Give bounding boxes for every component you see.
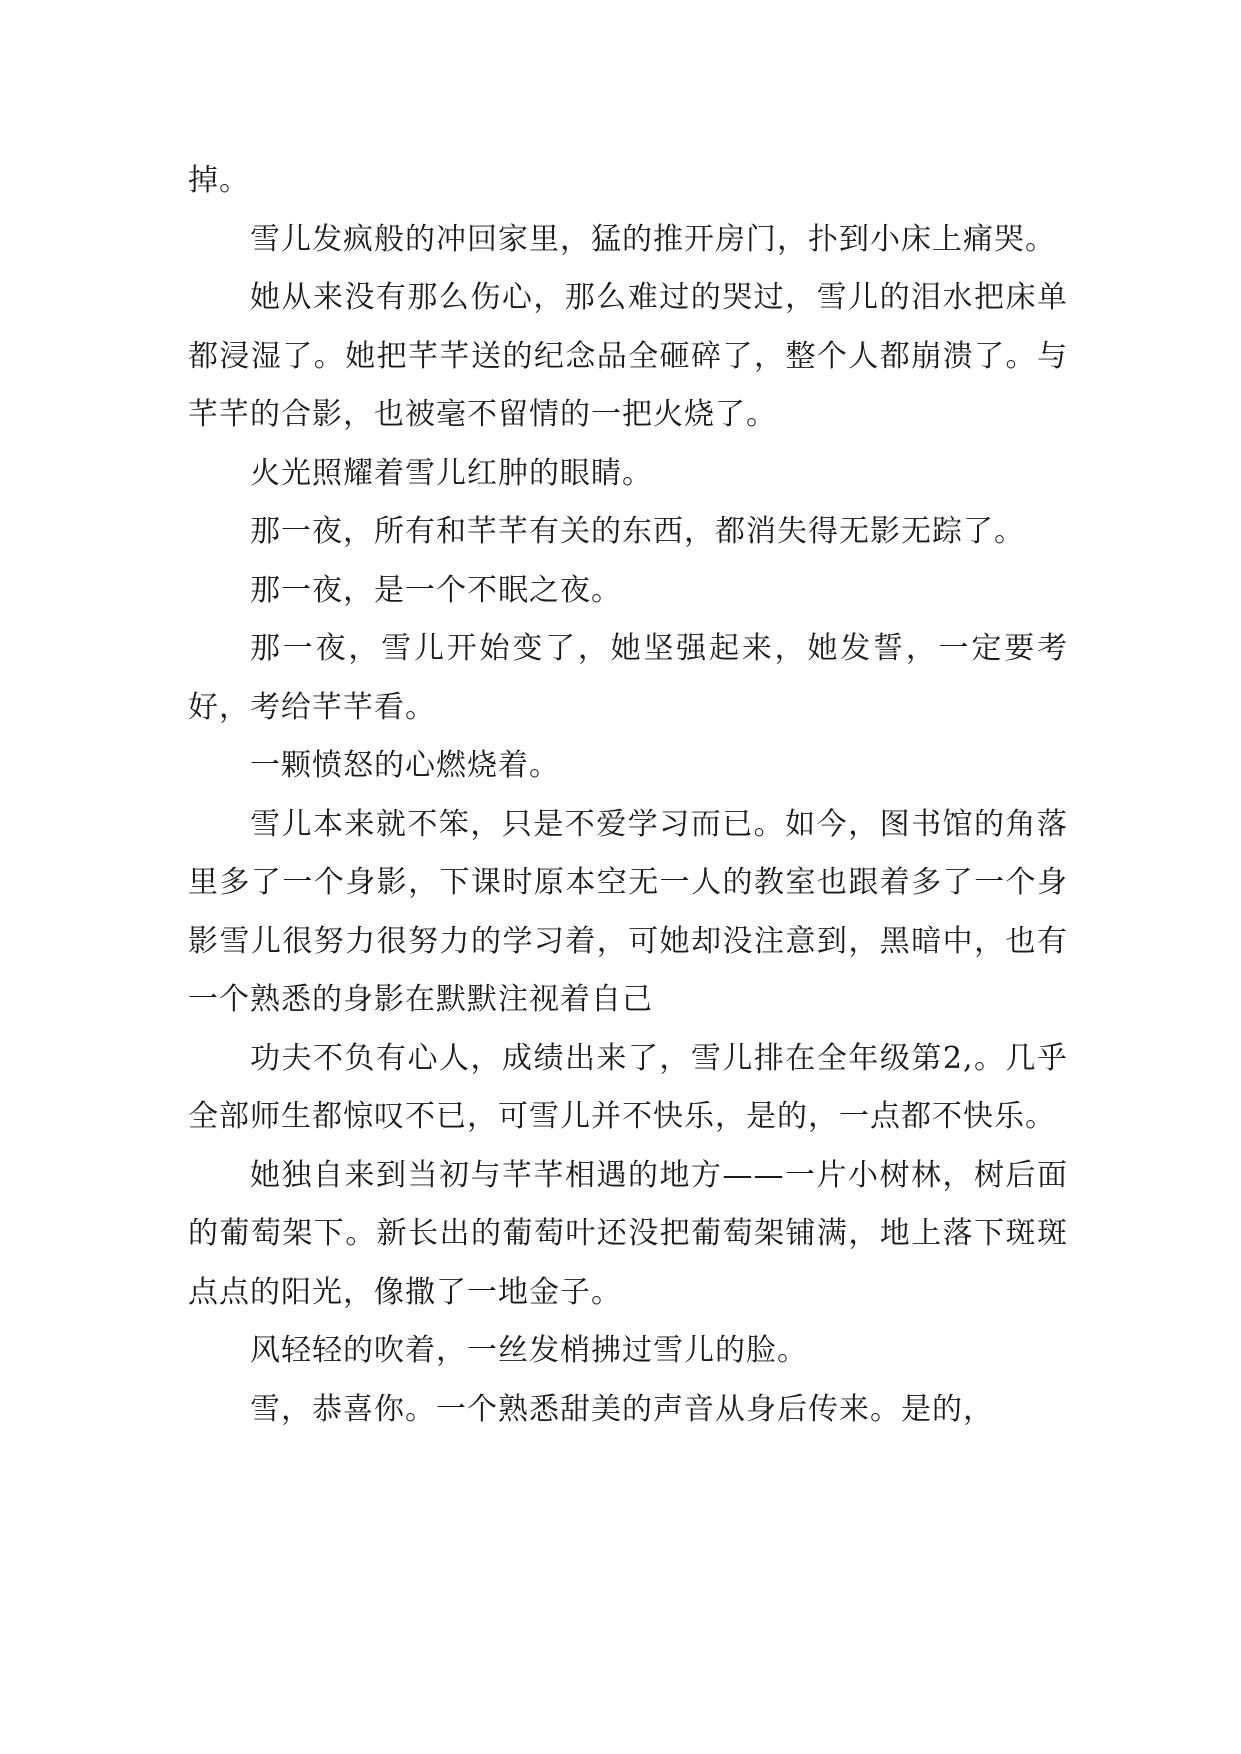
paragraph: 那一夜，所有和芊芊有关的东西，都消失得无影无踪了。	[250, 514, 1025, 549]
paragraph: 那一夜，雪儿开始变了，她坚强起来，她发誓，一定要考好，考给芊芊看。	[188, 631, 1068, 725]
paragraph: 火光照耀着雪儿红肿的眼睛。	[250, 455, 653, 491]
paragraph: 她独自来到当初与芊芊相遇的地方——一片小树林，树后面的葡萄架下。新长出的葡萄叶还没把葡萄架铺满，地上落下斑斑点点的阳光，像撒了一地金子。	[188, 1157, 1068, 1310]
paragraph: 雪，恭喜你。一个熟悉甜美的声音从身后传来。是的，	[250, 1391, 994, 1427]
paragraph: 雪儿发疯般的冲回家里，猛的推开房门，扑到小床上痛哭。	[250, 221, 1056, 257]
document-body	[188, 152, 1068, 1439]
paragraph: 功夫不负有心人，成绩出来了，雪儿排在全年级第2,。几乎全部师生都惊叹不已，可雪儿并不快乐，是的，一点都不快乐。	[188, 1040, 1068, 1134]
paragraph: 她从来没有那么伤心，那么难过的哭过，雪儿的泪水把床单都浸湿了。她把芊芊送的纪念品全砸碎了，整个人都崩溃了。与芊芊的合影，也被毫不留情的一把火烧了。	[188, 280, 1068, 432]
paragraph: 一颗愤怒的心燃烧着。	[250, 748, 560, 783]
paragraph: 雪儿本来就不笨，只是不爱学习而已。如今，图书馆的角落里多了一个身影，下课时原本空无一人的教室也跟着多了一个身影雪儿很努力很努力的学习着，可她却没注意到，黑暗中，也有一个熟悉的身影在默默注视着自己	[188, 806, 1068, 1017]
paragraph: 掉。	[188, 163, 250, 198]
paragraph: 那一夜，是一个不眠之夜。	[250, 572, 622, 608]
paragraph: 风轻轻的吹着，一丝发梢拂过雪儿的脸。	[250, 1333, 808, 1368]
